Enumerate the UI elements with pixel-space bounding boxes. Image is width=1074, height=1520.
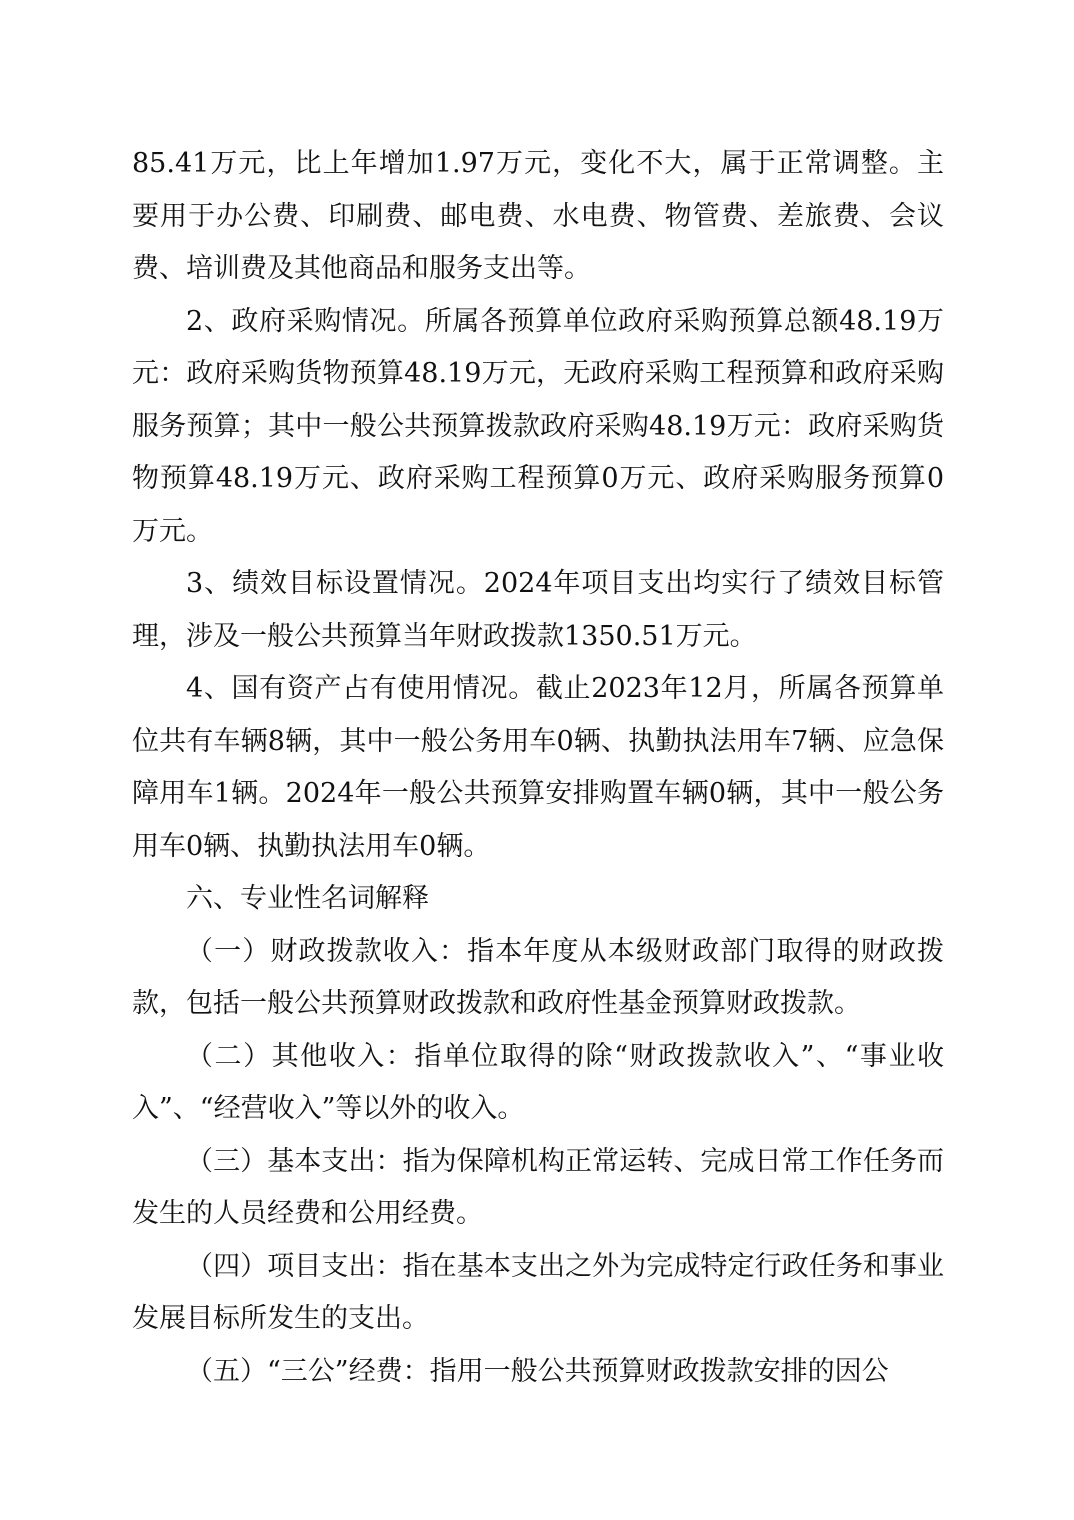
definition-project-expenditure: （四）项目支出：指在基本支出之外为完成特定行政任务和事业发展目标所发生的支出。 bbox=[132, 1250, 944, 1334]
definition-fiscal-appropriation-income: （一）财政拨款收入：指本年度从本级财政部门取得的财政拨款，包括一般公共预算财政拨款和政府性基金预算财政拨款。 bbox=[132, 935, 944, 1019]
section-heading-terminology: 六、专业性名词解释 bbox=[186, 883, 429, 914]
paragraph-continuation: 85.41万元，比上年增加1.97万元，变化不大，属于正常调整。主要用于办公费、印刷费、邮电费、水电费、物管费、差旅费、会议费、培训费及其他商品和服务支出等。 bbox=[132, 148, 944, 284]
definition-other-income: （二）其他收入：指单位取得的除“财政拨款收入”、“事业收入”、“经营收入”等以外的收入。 bbox=[132, 1040, 944, 1124]
paragraph-performance-targets: 3、绩效目标设置情况。2024年项目支出均实行了绩效目标管理，涉及一般公共预算当年财政拨款1350.51万元。 bbox=[132, 568, 944, 652]
paragraph-state-assets: 4、国有资产占有使用情况。截止2023年12月，所属各预算单位共有车辆8辆，其中一般公务用车0辆、执勤执法用车7辆、应急保障用车1辆。2024年一般公共预算安排购置车辆0辆，其中一般公务用车0辆、执勤执法用车0辆。 bbox=[132, 673, 944, 862]
definition-three-public-expenses: （五）“三公”经费：指用一般公共预算财政拨款安排的因公 bbox=[186, 1355, 889, 1387]
definition-basic-expenditure: （三）基本支出：指为保障机构正常运转、完成日常工作任务而发生的人员经费和公用经费。 bbox=[132, 1145, 944, 1229]
document-body bbox=[132, 138, 944, 1398]
paragraph-government-procurement: 2、政府采购情况。所属各预算单位政府采购预算总额48.19万元：政府采购货物预算48.19万元，无政府采购工程预算和政府采购服务预算；其中一般公共预算拨款政府采购48.19万元：政府采购货物预算48.19万元、政府采购工程预算0万元、政府采购服务预算0万元。 bbox=[132, 305, 944, 547]
